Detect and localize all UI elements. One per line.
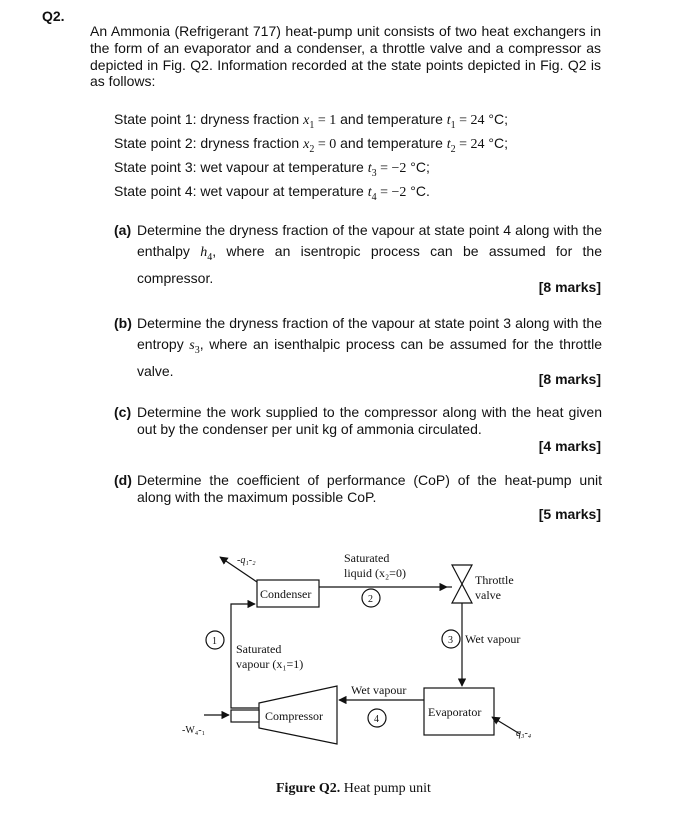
marks-c: [4 marks] <box>538 438 601 454</box>
throttle-label-2: valve <box>475 588 501 602</box>
part-text: Determine the dryness fraction of the vapour at state point 4 along with the enthalpy <box>137 222 602 259</box>
sub: 2 <box>309 143 315 155</box>
value: = 0 <box>314 137 337 152</box>
part-text: , where an isenthalpic process can be assumed for the throttle valve. <box>137 335 602 379</box>
question-intro: An Ammonia (Refrigerant 717) heat-pump unit consists of two heat exchangers in the form of an evaporator and a condenser, a throttle valve and a compressor as depicted in Fig. Q2. Information recorded at the state points depicted in Fig. Q2 is as follows: <box>90 23 601 90</box>
var-x: x <box>303 113 310 128</box>
sub: 1 <box>450 119 456 131</box>
figure-caption <box>276 781 431 797</box>
part-text: Determine the dryness fraction of the vapour at state point 3 along with the entropy <box>137 315 602 352</box>
state-text: State point 1: dryness fraction <box>114 111 304 127</box>
wet-vapour-top-label: Wet vapour <box>465 632 521 646</box>
marks-d: [5 marks] <box>538 506 601 522</box>
evaporator-label: Evaporator <box>428 705 482 719</box>
w41-label: -W₄-₁ <box>182 725 206 736</box>
compressor-shaft <box>231 710 259 722</box>
marks-a: [8 marks] <box>538 279 601 295</box>
marks-b: [8 marks] <box>538 371 601 387</box>
compressor-label: Compressor <box>265 709 323 723</box>
part-label: (c) <box>114 404 132 420</box>
sub: 4 <box>371 191 377 203</box>
value: = 24 <box>455 137 485 152</box>
unit: °C; <box>484 135 509 151</box>
state-num-1: 1 <box>212 636 217 647</box>
value: = −2 <box>376 161 407 176</box>
state-num-2: 2 <box>368 594 373 605</box>
part-label: (b) <box>114 315 132 331</box>
state-text: State point 4: wet vapour at temperature <box>114 183 368 199</box>
part-text: , where an isentropic process can be assumed for the compressor. <box>137 242 602 286</box>
figure-label: Figure Q2. <box>276 781 341 796</box>
var-t: t <box>367 161 372 176</box>
question-number: Q2. <box>42 8 65 24</box>
var-x: x <box>303 137 310 152</box>
part-label: (a) <box>114 222 132 238</box>
sat-vapour-label-2: vapour (x₁=1) <box>236 657 304 671</box>
part-text: Determine the work supplied to the compressor along with the heat given out by the condenser per unit kg of ammonia circulated. <box>137 404 602 437</box>
wet-vapour-bottom-label: Wet vapour <box>351 683 407 697</box>
sub: 3 <box>371 167 377 179</box>
var-t: t <box>367 185 372 200</box>
sat-liquid-label-1: Saturated <box>344 551 390 565</box>
sat-liquid-label-2: liquid (x₂=0) <box>344 566 406 580</box>
state-text: State point 3: wet vapour at temperature <box>114 159 368 175</box>
state-text: and temperature <box>336 135 447 151</box>
state-num-3: 3 <box>448 635 453 646</box>
var-s: s <box>189 337 195 353</box>
state-text: and temperature <box>336 111 447 127</box>
value: = −2 <box>376 185 407 200</box>
var-h: h <box>200 244 208 260</box>
unit: °C. <box>406 183 430 199</box>
state-num-4: 4 <box>374 714 379 725</box>
state-text: State point 2: dryness fraction <box>114 135 304 151</box>
unit: °C; <box>406 159 430 175</box>
sub: 1 <box>309 119 315 131</box>
q34-label: q₃-₄ <box>516 728 532 739</box>
part-label: (d) <box>114 472 132 488</box>
part-text: Determine the coefficient of performance (CoP) of the heat-pump unit along with the maximum possible CoP. <box>137 472 602 505</box>
condenser-label: Condenser <box>260 587 312 601</box>
var-t: t <box>446 137 451 152</box>
value: = 1 <box>314 113 337 128</box>
sub: 4 <box>207 251 213 263</box>
sub: 2 <box>450 143 456 155</box>
value: = 24 <box>455 113 485 128</box>
q12-label: -q₁-₂ <box>237 555 256 566</box>
sat-vapour-label-1: Saturated <box>236 642 282 656</box>
figure-title: Heat pump unit <box>343 781 431 796</box>
unit: °C; <box>484 111 509 127</box>
var-t: t <box>446 113 451 128</box>
throttle-valve <box>452 565 472 584</box>
sub: 3 <box>194 344 200 356</box>
throttle-label-1: Throttle <box>475 573 514 587</box>
